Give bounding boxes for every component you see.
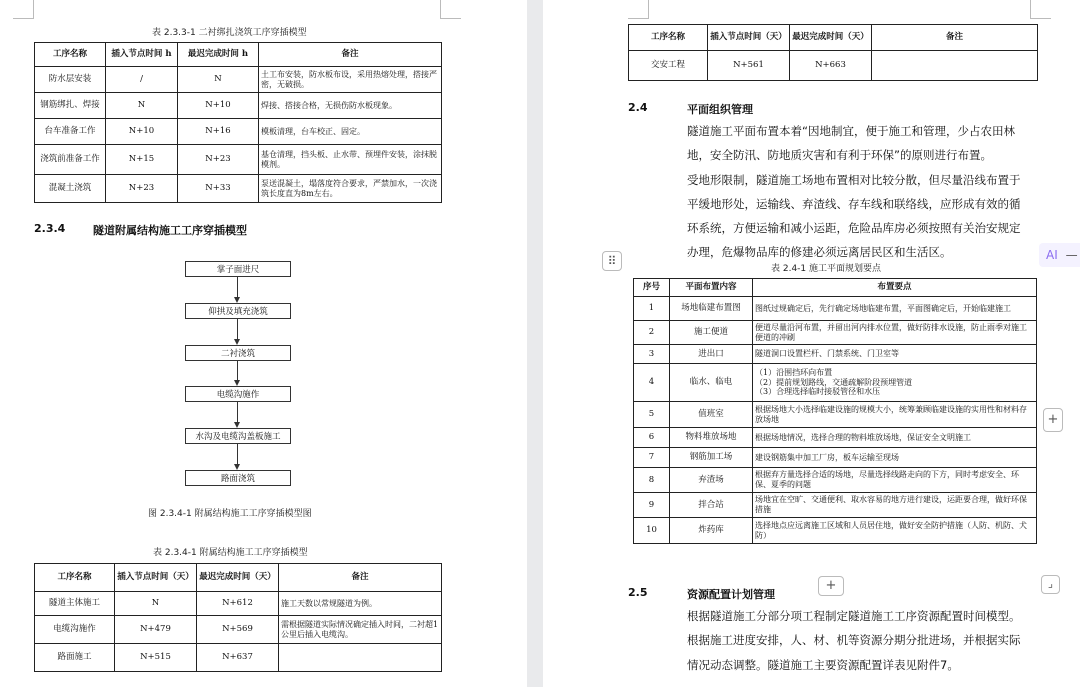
table-row bbox=[634, 428, 1037, 448]
table-cell: 防水层安装 bbox=[35, 67, 106, 93]
table-caption: 表 2.3.4-1 附属结构施工工序穿插模型 bbox=[153, 548, 308, 558]
table-header: 工序名称 bbox=[35, 564, 115, 592]
flow-arrow bbox=[237, 361, 238, 380]
page-corner-mark bbox=[440, 0, 461, 19]
flow-arrow bbox=[237, 319, 238, 339]
table-row bbox=[634, 321, 1037, 345]
table-row bbox=[634, 345, 1037, 364]
table-cell: 根据场地情况，选择合理的物料堆放场地，保证安全文明施工 bbox=[753, 428, 1037, 448]
flow-arrow bbox=[237, 402, 238, 422]
add-block-button[interactable]: + bbox=[1043, 408, 1063, 432]
page-gap-scrollbar[interactable] bbox=[527, 0, 543, 687]
process-table-1 bbox=[34, 42, 442, 203]
table-cell: 进出口 bbox=[670, 345, 753, 364]
table-cell: 需根据隧道实际情况确定插入时间，二衬超1公里后插入电缆沟。 bbox=[279, 616, 442, 644]
table-row bbox=[634, 364, 1037, 402]
section-number: 2.3.4 bbox=[34, 222, 66, 235]
table-cell: 2 bbox=[634, 321, 670, 345]
flow-arrow bbox=[237, 444, 238, 464]
table-row bbox=[634, 493, 1037, 518]
table-header: 最迟完成时间（天） bbox=[197, 564, 279, 592]
table-cell: N+33 bbox=[178, 175, 259, 203]
table-cell: 场地临建布置图 bbox=[670, 297, 753, 321]
section-title: 隧道附属结构施工工序穿插模型 bbox=[93, 224, 247, 237]
table-cell: 电缆沟施作 bbox=[35, 616, 115, 644]
table-cell: 钢筋加工场 bbox=[670, 448, 753, 468]
table-cell: 便道尽量沿河布置，并留出河内排水位置，做好防排水设施，防止雨季对施工便道的冲刷 bbox=[753, 321, 1037, 345]
page-corner-mark bbox=[1030, 0, 1051, 19]
table-row bbox=[35, 93, 442, 119]
document-page-left bbox=[0, 0, 527, 687]
table-cell: N+16 bbox=[178, 119, 259, 145]
text-line: 根据隧道施工分部分项工程制定隧道施工工序资源配置时间模型。 bbox=[687, 609, 1021, 623]
table-cell: 8 bbox=[634, 468, 670, 493]
table-cell: 根据弃方量选择合适的场地，尽量选择线路走向的下方，同时考虑安全、环保、夏季的问题 bbox=[753, 468, 1037, 493]
page-corner-mark bbox=[628, 0, 649, 19]
table-cell: 7 bbox=[634, 448, 670, 468]
table-header: 最迟完成时间（天） bbox=[790, 25, 872, 51]
process-table-2 bbox=[34, 563, 442, 672]
table-cell: N bbox=[178, 67, 259, 93]
flow-step: 水沟及电缆沟盖板施工 bbox=[185, 428, 291, 444]
table-cell: 临水、临电 bbox=[670, 364, 753, 402]
table-header: 备注 bbox=[872, 25, 1038, 51]
text-line: 根据施工进度安排，人、材、机等资源分期分批进场，并根据实际 bbox=[687, 633, 1021, 648]
text-line: 办理，危爆物品库的修建必须远离居民区和生活区。 bbox=[687, 245, 952, 260]
table-caption: 表 2.3.3-1 二衬绑扎浇筑工序穿插模型 bbox=[152, 28, 307, 38]
table-cell: 施工便道 bbox=[670, 321, 753, 345]
table-cell: / bbox=[106, 67, 178, 93]
table-cell: N+10 bbox=[178, 93, 259, 119]
table-cell: 1 bbox=[634, 297, 670, 321]
table-header: 最迟完成时间 h bbox=[178, 43, 259, 67]
table-cell: 根据场地大小选择临建设施的规模大小，统筹兼顾临建设施的实用性和材料存放场地 bbox=[753, 402, 1037, 428]
table-cell: 泵送混凝土，塌落度符合要求，严禁加水，一次浇筑长度直为8m左右。 bbox=[259, 175, 442, 203]
text-line: 情况动态调整。隧道施工主要资源配置详表见附件7。 bbox=[687, 657, 959, 672]
table-row bbox=[35, 592, 442, 616]
flow-step: 仰拱及填充浇筑 bbox=[185, 303, 291, 319]
expand-icon[interactable]: ⌟ bbox=[1041, 575, 1060, 594]
flow-step: 掌子面进尺 bbox=[185, 261, 291, 277]
section-number: 2.4 bbox=[628, 101, 648, 114]
table-cell: 模板清理，台车校正、固定。 bbox=[259, 119, 442, 145]
table-cell: 台车准备工作 bbox=[35, 119, 106, 145]
page-corner-mark bbox=[13, 0, 34, 19]
section-title: 平面组织管理 bbox=[687, 103, 753, 116]
table-header: 备注 bbox=[259, 43, 442, 67]
flow-step: 电缆沟施作 bbox=[185, 386, 291, 402]
table-header: 插入节点时间（天） bbox=[708, 25, 790, 51]
ai-collapse-icon: — bbox=[1065, 248, 1078, 262]
table-cell: 交安工程 bbox=[629, 51, 708, 81]
section-title: 资源配置计划管理 bbox=[687, 588, 775, 601]
table-cell: N+612 bbox=[197, 592, 279, 616]
table-cell: N+23 bbox=[178, 145, 259, 175]
table-cell: N+637 bbox=[197, 644, 279, 672]
table-cell: 弃渣场 bbox=[670, 468, 753, 493]
table-row bbox=[629, 51, 1038, 81]
table-row bbox=[35, 145, 442, 175]
table-row bbox=[35, 644, 442, 672]
table-cell: 炸药库 bbox=[670, 518, 753, 544]
table-cell: 隧道主体施工 bbox=[35, 592, 115, 616]
table-row bbox=[35, 119, 442, 145]
table-row bbox=[634, 402, 1037, 428]
table-cell: 钢筋绑扎、焊接 bbox=[35, 93, 106, 119]
table-cell: 土工布安装，防水板布设，采用热熔处理，搭接严密，无破损。 bbox=[259, 67, 442, 93]
process-table-2-continued bbox=[628, 24, 1038, 81]
table-cell: N+561 bbox=[708, 51, 790, 81]
table-cell: 拌合站 bbox=[670, 493, 753, 518]
table-cell bbox=[279, 644, 442, 672]
table-cell: 物料堆放场地 bbox=[670, 428, 753, 448]
document-page-right bbox=[543, 0, 1080, 687]
table-cell: N+479 bbox=[115, 616, 197, 644]
table-cell: 9 bbox=[634, 493, 670, 518]
table-caption: 表 2.4-1 施工平面规划要点 bbox=[771, 264, 882, 274]
text-line: 平缓地形处，运输线、弃渣线、存车线和联络线，应形成有效的循 bbox=[687, 196, 1021, 211]
table-header: 平面布置内容 bbox=[670, 279, 753, 297]
ai-assistant-tab[interactable] bbox=[1039, 243, 1080, 267]
text-line: 受地形限制，隧道施工场地布置相对比较分散，但尽量沿线布置于 bbox=[687, 172, 1021, 187]
text-line: 隧道施工平面布置本着“因地制宜，便于施工和管理，少占农田林 bbox=[687, 124, 1015, 138]
table-cell: 4 bbox=[634, 364, 670, 402]
table-cell: 建设钢筋集中加工厂房，板车运输至现场 bbox=[753, 448, 1037, 468]
table-header: 工序名称 bbox=[35, 43, 106, 67]
table-cell: 5 bbox=[634, 402, 670, 428]
flow-step: 二衬浇筑 bbox=[185, 345, 291, 361]
table-cell: N+10 bbox=[106, 119, 178, 145]
table-cell: （1）沿围挡环向布置 （2）提前规划路线，交通疏解阶段预埋管道 （3）合理选择临时接驳管径和水压 bbox=[753, 364, 1037, 402]
paragraph bbox=[687, 119, 1067, 265]
add-row-button[interactable]: + bbox=[818, 576, 844, 596]
table-cell: N+663 bbox=[790, 51, 872, 81]
flow-step: 路面浇筑 bbox=[185, 470, 291, 486]
ai-label: AI bbox=[1046, 248, 1058, 262]
table-cell: 6 bbox=[634, 428, 670, 448]
table-cell: 施工天数以常规隧道为例。 bbox=[279, 592, 442, 616]
table-header: 备注 bbox=[279, 564, 442, 592]
table-cell: 浇筑前准备工作 bbox=[35, 145, 106, 175]
table-row bbox=[35, 616, 442, 644]
flow-arrow bbox=[237, 277, 238, 297]
table-header: 插入节点时间（天） bbox=[115, 564, 197, 592]
table-cell: 3 bbox=[634, 345, 670, 364]
table-header: 工序名称 bbox=[629, 25, 708, 51]
table-row bbox=[634, 297, 1037, 321]
table-cell: 路面施工 bbox=[35, 644, 115, 672]
drag-handle-icon[interactable]: ⠿ bbox=[602, 251, 622, 271]
table-cell: 基仓清理，挡头板、止水带、预埋件安装，涂抹脱模剂。 bbox=[259, 145, 442, 175]
table-row bbox=[634, 448, 1037, 468]
table-header: 插入节点时间 h bbox=[106, 43, 178, 67]
table-cell: 值班室 bbox=[670, 402, 753, 428]
table-cell: N+569 bbox=[197, 616, 279, 644]
table-cell: 场地宜在空旷、交通便利、取水容易的地方进行建设，运距要合理，做好环保措施 bbox=[753, 493, 1037, 518]
plan-layout-table bbox=[633, 278, 1037, 544]
table-cell: 图纸过规确定后，先行确定场地临建布置，平面图确定后，开始临建施工 bbox=[753, 297, 1037, 321]
table-cell: N+15 bbox=[106, 145, 178, 175]
table-cell: N+23 bbox=[106, 175, 178, 203]
table-cell: 隧道洞口设置栏杆、门禁系统、门卫室等 bbox=[753, 345, 1037, 364]
table-row bbox=[634, 468, 1037, 493]
table-cell: 10 bbox=[634, 518, 670, 544]
figure-caption: 图 2.3.4-1 附属结构施工工序穿插模型图 bbox=[148, 509, 312, 519]
table-header: 序号 bbox=[634, 279, 670, 297]
table-row bbox=[634, 518, 1037, 544]
table-cell: 混凝土浇筑 bbox=[35, 175, 106, 203]
table-cell: N bbox=[106, 93, 178, 119]
paragraph bbox=[687, 604, 1067, 677]
table-header: 布置要点 bbox=[753, 279, 1037, 297]
section-number: 2.5 bbox=[628, 586, 648, 599]
table-row bbox=[35, 67, 442, 93]
table-cell: N+515 bbox=[115, 644, 197, 672]
table-cell: 选择地点应远离施工区域和人员居住地，做好安全防护措施（人防、机防、犬防） bbox=[753, 518, 1037, 544]
text-line: 地，安全防汛、防地质灾害和有利于环保”的原则进行布置。 bbox=[687, 148, 992, 163]
table-row bbox=[35, 175, 442, 203]
table-cell: N bbox=[115, 592, 197, 616]
table-cell bbox=[872, 51, 1038, 81]
table-cell: 焊接、搭接合格，无损伤防水板现象。 bbox=[259, 93, 442, 119]
text-line: 环系统，方便运输和减小运距，危险品库房必须按照有关治安规定 bbox=[687, 221, 1021, 236]
